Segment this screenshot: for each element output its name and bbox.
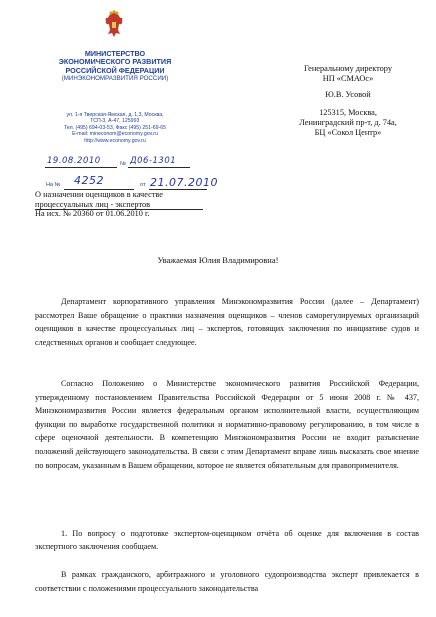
registration-number: Д06-1301: [130, 156, 177, 166]
addressee-name: Ю.В. Усовой: [325, 90, 371, 99]
subject-line-3: На исх. № 20360 от 01.06.2010 г.: [35, 209, 150, 218]
ministry-line-2: ЭКОНОМИЧЕСКОГО РАЗВИТИЯ: [58, 57, 172, 67]
coat-of-arms-icon: [104, 10, 124, 40]
registration-number-label: №: [120, 161, 126, 167]
address-line-2: ГСП-3, А-47, 125993: [90, 118, 140, 125]
subject-line-1: О назначении оценщиков в качестве: [35, 190, 163, 199]
body-paragraph-2: Согласно Положению о Министерстве экономического развития Российской Федерации, утвержденному постановлением Правительства Российской Федерации от 5 июня 2008 г. № 437, Минэкономразвития России является федеральным органом исполнительной власти, осуществляющим функции по выработке государственной политики и нормативно-правовому регулированию, в том числе в сфере оценочной деятельности. В компетенцию Минэкономразвития России не входит разъяснение положений действующего законодательства. В связи с этим Департамент вправе лишь высказать свое мнение по вопросам, указанным в Вашем обращении, которое не является обязательным для правоприменителя.: [35, 379, 419, 470]
greeting: Уважаемая Юлия Владимировна!: [157, 255, 279, 265]
addressee-address-2: Ленинградский пр-т, д. 74а,: [299, 118, 397, 127]
address-line-1: ул. 1-я Тверская-Ямская, д. 1,3, Москва,: [66, 112, 164, 118]
body-paragraph-1: Департамент корпоративного управления Минэкономразвития России (далее – Департамент) рассмотрел Ваше обращение о практики назначения оценщиков – членов саморегулируемых организаций оценщиков в качестве процессуальных лиц – экспертов, готовящих заключения по инициативе судов и следственных органов и сообщает следующее.: [35, 297, 419, 347]
body-paragraph-4: В рамках гражданского, арбитражного и уголовного судопроизводства эксперт привлекается в соответствии с положениями процессуального законодательства: [35, 570, 419, 593]
date-underline: [45, 167, 117, 168]
addressee-address-3: БЦ «Сокол Центр»: [314, 128, 382, 137]
addressee-address-1: 125315, Москва,: [319, 108, 377, 117]
addressee-block: [268, 64, 428, 138]
ministry-line-3: РОССИЙСКОЙ ФЕДЕРАЦИИ: [65, 65, 165, 75]
outgoing-date-label: от: [140, 182, 146, 188]
registration-date: 19.08.2010: [47, 156, 101, 166]
body-paragraph-3: 1. По вопросу о подготовке экспертом-оценщиком отчёта об оценке для включения в состав экспертного заключения сообщаем.: [35, 529, 419, 551]
subject-underline: [35, 209, 203, 210]
ministry-contacts: [40, 112, 190, 144]
subject-block: [35, 190, 205, 219]
email: E-mail: mineconom@economy.gov.ru: [72, 131, 158, 138]
outgoing-date: 21.07.2010: [150, 176, 218, 189]
subject-line-2: процессуальных лиц - экспертов: [35, 199, 151, 209]
addressee-position-2: НП «СМАОс»: [322, 74, 374, 83]
ministry-name: [40, 50, 190, 84]
phone-fax: Тел. (495) 694-03-53, Факс (495) 251-69-65: [64, 124, 166, 131]
outgoing-number: 4252: [74, 174, 104, 187]
number-underline: [128, 167, 190, 168]
ministry-line-1: МИНИСТЕРСТВО: [84, 49, 146, 58]
ministry-abbreviation: (МИНЭКОНОМРАЗВИТИЯ РОССИИ): [61, 75, 169, 83]
website: http://www.economy.gov.ru: [84, 137, 146, 144]
outgoing-prefix: На №: [46, 182, 61, 188]
addressee-position-1: Генеральному директору: [304, 64, 392, 73]
